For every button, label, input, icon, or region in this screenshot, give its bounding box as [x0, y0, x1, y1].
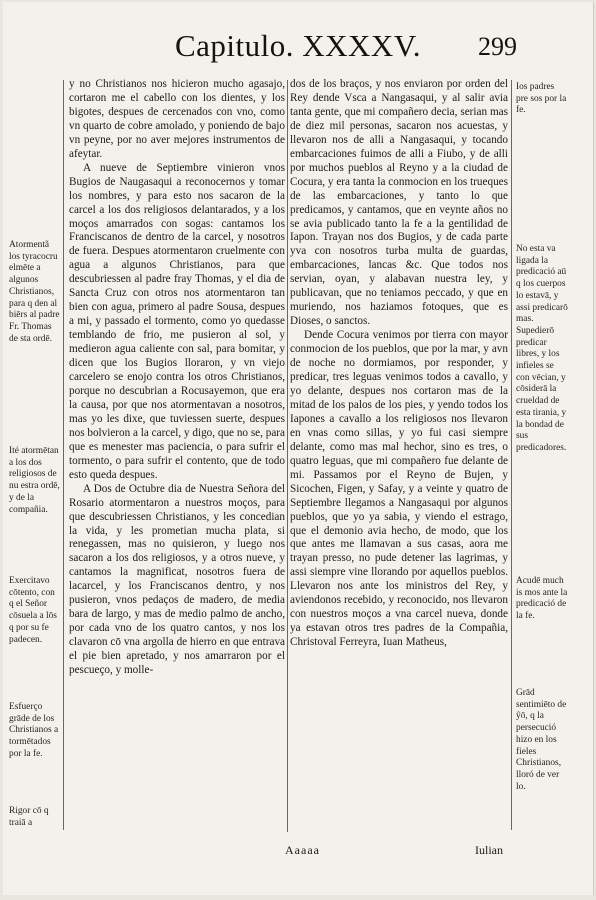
paragraph: y no Christianos nos hicieron mucho agasajo, cortaron me el cabello con los dientes, y los bigotes, despues de cercenados con vno, como vn quarto de cobre amolado, y poniendo de bajo vn peyne, por no aver mejores instrumentos de afeytar.	[69, 78, 285, 160]
paragraph: Dende Cocura venimos por tierra con mayor conmocion de los pueblos, que por la mar, y avn de noche no dormiamos, por responder, y predicar, tres leguas venimos todos a cavallo, y yo delante, despues nos cortaron mas de la mitad de los palos de los pies, y yendo todos los Iapones a cavallo a los religiosos nos llevaron en vnas como sillas, y yo fui casi siempre delante, como mas mal hechor, sino es tres, o quatro leguas, que mi compañero fue delante de mi. Passamos por el Reyno de Bujen, y Sicochen, Figen, y Safay, y a veinte y quatro de Septiembre llegamos a Nangasaqui por algunos pueblos, que yo ya sabia, y viendo el estrago, que el demonio avia hecho, de modo, que los que antes me llamavan a sus casas, aora me trayan presso, no pude detener las lagrimas, y assi siempre vine llorando por aquellos pueblos. Llevaron nos ante los ministros del Rey, y aviendonos recebido, y reconocido, nos llevaron con nuestros moços a vna carcel nueva, donde ya estavan otros tres padres de la Compañia, Christoval Ferreyra, Iuan Matheus,	[290, 329, 508, 649]
text-column-left	[69, 78, 285, 678]
margin-note: Ios padres pre sos por la fe.	[516, 82, 567, 116]
margin-note: Grād sentimiēto de ŷō, q la persecució hizo en los fieles Christianos, lloró de ver lo.	[516, 688, 567, 792]
paragraph: A Dos de Octubre dia de Nuestra Señora del Rosario atormentaron a nuestros moços, para que descubriessen Christianos, y les concedian la vida, y les prometian mucha plata, si renegassen, mas no quisieron, y luego nos sacaron a los dos religiosos, y a otros nueve, y cantamos la magnificat, nosotros fuera de lacarcel, y los Franciscanos dentro, y nos pusieron, vnos pedaços de madero, de media bara de largo, y mas de medio palmo de ancho, por cada vno de los quatro cantos, y nos los clavaron cō vna argolla de hierro en que entrava el pie bien apretado, y nos amarraron por el pescueço, y molle-	[69, 482, 285, 677]
right-column-rule	[511, 80, 512, 830]
margin-note: Exercitavo cōtento, con q el Señor cōsuela a lōs q por su fe padecen.	[9, 576, 57, 645]
paragraph: dos de los braços, y nos enviaron por orden del Rey dende Vsca a Nangasaqui, y al salir avia tanta gente, que mi compañero decia, serian mas de diez mil personas, sacaron nos acuestas, y llevaron nos de alli a Nangasaqui, y tocando embarcaciones fuimos de alli a Fiubo, y de alli por muchos pueblos al Reyno y a la ciudad de Cocura, y era tanta la conmocion en los trueques de las embarcaciones, y tanto lo que predicamos, y cantamos, que en veynte años no se avia publicado tanto la fe a la gentilidad de Iapon. Trayan nos dos Bugios, y de cada parte yva con nosotros turba multa de guardas, embarcaciones, lancas &c. Que todos nos servian, oyan, y alabavan nuestra ley, y publicavan, que no teniamos peccado, y que en muriendo, nos haziamos fotoques, que es Dioses, o sanctos.	[290, 78, 508, 328]
center-column-rule	[287, 80, 288, 832]
margin-note: Atormentã los tyracocru elmēte a algunos Christianos, para q den al biērs al padre Fr. Thomas de sta ordē.	[9, 240, 60, 344]
left-column-rule	[63, 80, 64, 830]
margin-note: Ité atormētan a los dos religiosos de nu estra ordē, y de la compañia.	[9, 446, 60, 515]
text-column-right	[290, 78, 508, 650]
paragraph: A nueve de Septiembre vinieron vnos Bugios de Naugasaqui a reconocernos y tomar los nombres, y para esto nos sacaron de la carcel a los dos religiosos delantarados, y a los moços amarrados con sogas: cantamos los Franciscanos de dentro de la carcel, y nosotros de fuera. Despues atormentaron cruelmente con agua a algunos Christianos, para que descubriessen al padre fray Thomas, y el dia de Sancta Cruz con otros nos atormentaron tan bien con agua, primero al padre Sousa, despues a mi, y passado el tormento, como yo quedasse temblando de frio, me pusieron al sol, y medieron agua caliente con sal, para bomitar, y dicen que los Bugios lloraron, y vn viejo carcelero se enojo contra los otros Christianos, porque no descubrian a Rocusayemon, que era la causa, por que nos atormentavan a nosotros, mas yo les dixe, que tuviessen suerte, despues nos bolvieron a la carcel, y digo, que no se, para que es menester mas paciencia, o para sufrir el tormento, o para sufrir el contento, que de todo esto queda despues.	[69, 161, 285, 481]
margin-note: No esta va ligada la predicació aū q los cuerpos lo estavā, y assi predicarō mas. Supedierō predicar libres, y los infieles se con vēcian, y cōsiderā la crueldad de esta tirania, y la bondad de sus predicadores.	[516, 244, 568, 453]
page-header	[3, 28, 593, 74]
page-number: 299	[478, 32, 517, 61]
catchword: Iulian	[475, 843, 503, 857]
margin-note: Rigor cō q traiā a	[9, 806, 49, 828]
margin-note: Esfuerço grāde de los Christianos a tormētados por la fe.	[9, 702, 59, 759]
book-page	[3, 2, 594, 895]
signature-mark: Aaaaa	[285, 843, 320, 857]
chapter-title: Capitulo. XXXXV.	[175, 28, 421, 63]
margin-note: Acudē much is mos ante la predicació de la fe.	[516, 576, 568, 622]
